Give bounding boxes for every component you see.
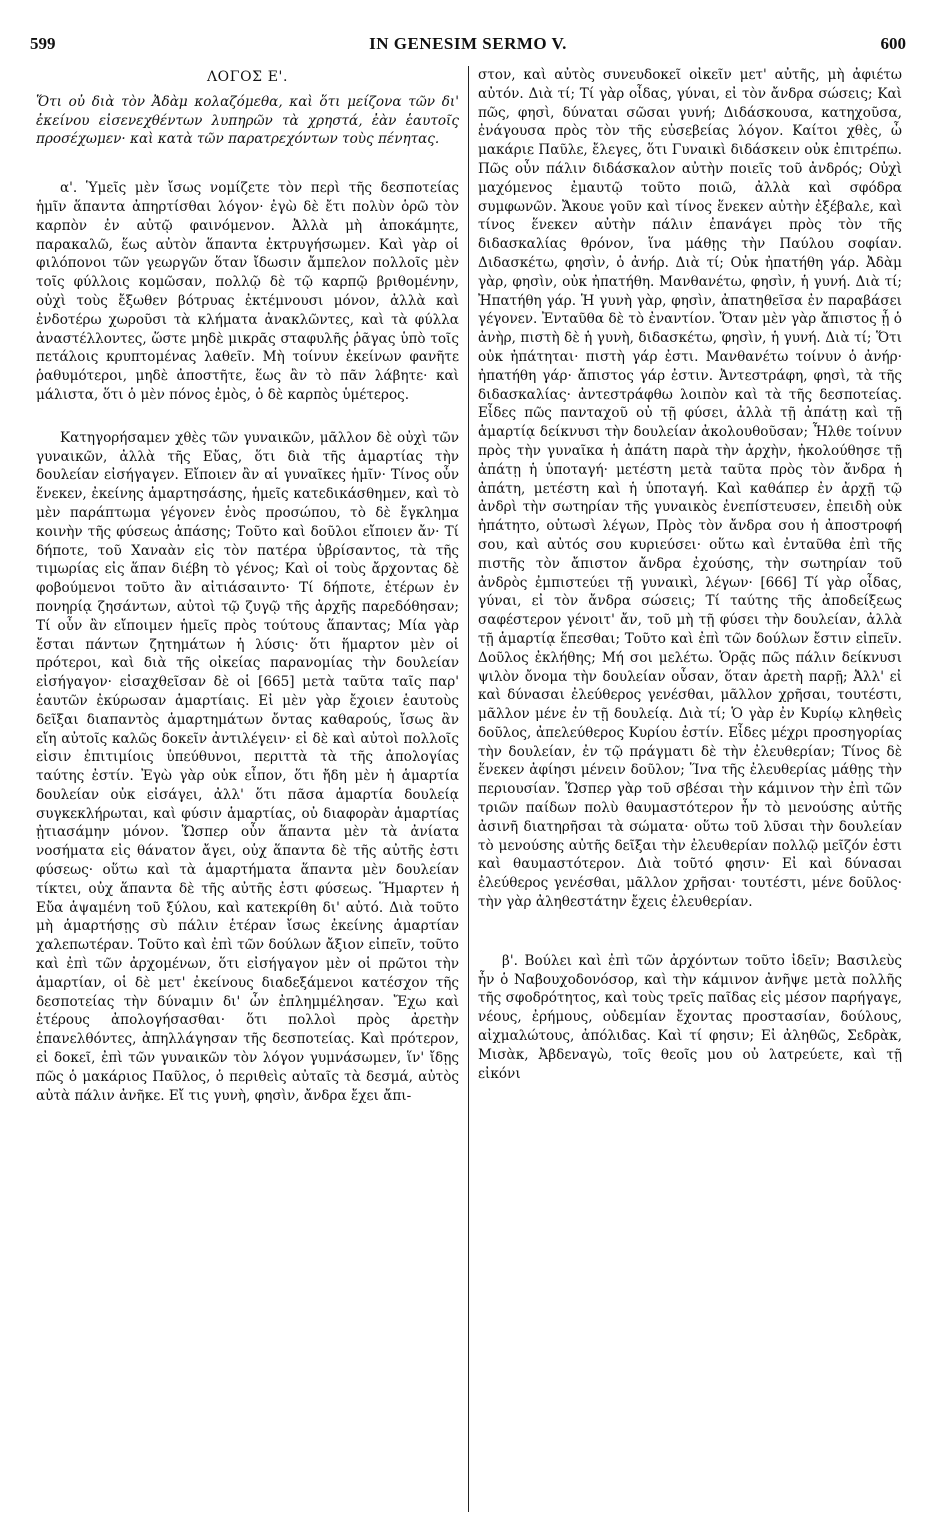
running-title: IN GENESIM SERMO V.: [369, 34, 567, 53]
left-column: [36, 66, 459, 1520]
left-paragraph-1: α'. Ὑμεῖς μὲν ἴσως νομίζετε τὸν περὶ τῆς δεσποτείας ἡμῖν ἅπαντα ἀπηρτίσθαι λόγον· ἐγὼ δὲ ἔτι πολὺν ὁρῶ τὸν καρπὸν ἐν αὐτῷ φαινόμενον. Ἀλλὰ μὴ ἀποκάμητε, παρακαλῶ, ἕως αὐτὸν ἅπαντα ἐκτρυγήσωμεν. Καὶ γὰρ οἱ φιλόπονοι τῶν γεωργῶν ὅταν ἴδωσιν ἄμπελον πολλοῖς μὲν τοῖς φύλλοις κομῶσαν, πολλῷ δὲ τῷ καρπῷ βριθομένην, οὐχὶ τοὺς ἔξωθεν βότρυας ἐκτέμνουσι μόνον, ἀλλὰ καὶ ἐνδοτέρω χωροῦσι τὰ κλήματα ἀνακλῶντες, καὶ τὰ φύλλα ἀναστέλλοντες, ὥστε μηδὲ μικρᾶς σταφυλῆς ῥᾶγας ὑπὸ τοῖς πετάλοις κρυπτομένας λαθεῖν. Μὴ τοίνυν ἐκείνων φανῆτε ῥαθυμότεροι, μηδὲ ἀποστῆτε, ἕως ἂν τὸ πᾶν λάβητε· καὶ μάλιστα, ὅτι ὁ μὲν πόνος ἐμὸς, ὁ δὲ καρπὸς ὑμέτερος.: [36, 180, 459, 403]
sermon-title: ΛΟΓΟΣ Ε'.: [206, 69, 289, 85]
right-paragraph-1: στον, καὶ αὐτὸς συνευδοκεῖ οἰκεῖν μετ' αὐτῆς, μὴ ἀφιέτω αὐτόν. Διὰ τί; Τί γὰρ οἶδας, γύναι, εἰ τὸν ἄνδρα σώσεις; Καὶ πῶς, φησὶ, δύναται σῶσαι γυνή; Διδάσκουσα, κατηχοῦσα, ἐνάγουσα πρὸς τὸν τῆς εὐσεβείας λόγον. Καίτοι χθὲς, ὦ μακάριε Παῦλε, ἔλεγες, ὅτι Γυναικὶ διδάσκειν οὐκ ἐπιτρέπω. Πῶς οὖν πάλιν διδάσκαλον αὐτὴν ποιεῖς τοῦ ἀνδρός; Οὐχὶ μαχόμενος ἐμαυτῷ τοῦτο ποιῶ, ἀλλὰ καὶ σφόδρα συμφωνῶν. Ἄκουε γοῦν καὶ τίνος ἕνεκεν αὐτὴν ἐξέβαλε, καὶ τίνος ἕνεκεν αὐτὴν πάλιν ἐπανάγει πρὸς τὸν τῆς διδασκαλίας θρόνον, ἵνα μάθῃς τὴν Παύλου σοφίαν. Διδασκέτω, φησὶν, ὁ ἀνήρ. Διὰ τί; Οὐκ ἠπατήθη γάρ. Ἀδὰμ γὰρ, φησὶν, οὐκ ἠπατήθη. Μανθανέτω, φησὶν, ἡ γυνή. Διὰ τί; Ἠπατήθη γάρ. Ἡ γυνὴ γὰρ, φησὶν, ἀπατηθεῖσα ἐν παραβάσει γέγονεν. Ἐνταῦθα δὲ τὸ ἐναντίον. Ὅταν μὲν γὰρ ἄπιστος ᾖ ὁ ἀνὴρ, πιστὴ δὲ ἡ γυνὴ, διδασκέτω, φησὶν, ἡ γυνή. Διὰ τί; Ὅτι οὐκ ἠπάτηται· πιστὴ γάρ ἐστι. Μανθανέτω τοίνυν ὁ ἀνήρ· ἠπατήθη γάρ· ἄπιστος γάρ ἐστιν. Ἀντεστράφη, φησὶ, τὰ τῆς διδασκαλίας· ἀντεστράφθω λοιπὸν καὶ τὰ τῆς δεσποτείας. Εἶδες πῶς πανταχοῦ οὐ τῇ φύσει, ἀλλὰ τῇ ἀπάτῃ καὶ τῇ ἁμαρτίᾳ δείκνυσι τὴν δουλείαν ἀκολουθοῦσαν; Ἦλθε τοίνυν πρὸς τὴν γυναῖκα ἡ ἀπάτη παρὰ τὴν ἀρχὴν, ἠκολούθησε τῇ ἀπάτῃ ἡ ὑποταγή· μετέστη μετὰ ταῦτα πρὸς τὸν ἄνδρα ἡ ἀπάτη, μετέστη καὶ ἡ ὑποταγή. Καὶ καθάπερ ἐν ἀρχῇ τῷ ἀνδρὶ τὴν σωτηρίαν τῆς γυναικὸς ἐνεπίστευσεν, ἐπειδὴ οὐκ ἠπάτητο, οὑτωσὶ λέγων, Πρὸς τὸν ἄνδρα σου ἡ ἀποστροφή σου, καὶ αὐτός σου κυριεύσει· οὕτω καὶ ἐνταῦθα ἐπὶ τῆς πιστῆς τὸν ἄπιστον ἄνδρα ἐχούσης, τὴν σωτηρίαν τοῦ ἀνδρὸς ἐμπιστεύει τῇ γυναικὶ, λέγων· [666] Τί γὰρ οἶδας, γύναι, εἰ τὸν ἄνδρα σώσεις; Τί ταύτης τῆς ἀποδείξεως σαφέστερον γένοιτ' ἄν, τοῦ μὴ τῇ φύσει τὴν δουλείαν, ἀλλὰ τῇ ἁμαρτίᾳ ἕπεσθαι; Τοῦτο καὶ ἐπὶ τῶν δούλων ἔστιν εἰπεῖν. Δοῦλος ἐκλήθης; Μή σοι μελέτω. Ὁρᾷς πῶς πάλιν δείκνυσι ψιλὸν ὄνομα τὴν δουλείαν οὖσαν, ὅταν ἀρετὴ παρῇ; Ἀλλ' εἰ καὶ δύνασαι ἐλεύθερος γενέσθαι, μᾶλλον χρῆσαι, τουτέστι, μᾶλλον μένε ἐν τῇ δουλείᾳ. Διὰ τί; Ὁ γὰρ ἐν Κυρίῳ κληθεὶς δοῦλος, ἀπελεύθερος Κυρίου ἐστίν. Εἶδες μέχρι προσηγορίας τὴν δουλείαν, ἐν τῷ πράγματι δὲ τὴν ἐλευθερίαν; Τίνος δὲ ἕνεκεν ἀφίησι μένειν δοῦλον; Ἵνα τῆς ἐλευθερίας μάθῃς τὴν περιουσίαν. Ὥσπερ γὰρ τοῦ σβέσαι τὴν κάμινον τὴν ἐπὶ τῶν τριῶν παίδων πολὺ θαυμαστότερον ἦν τὸ μενούσης αὐτῆς ἀσινῆ διατηρῆσαι τὰ σώματα· οὕτω τοῦ λῦσαι τὴν δουλείαν τὸ μενούσης αὐτῆς δεῖξαι τὴν ἐλευθερίαν πολλῷ μεῖζόν ἐστι καὶ θαυμαστότερον. Διὰ τοῦτό φησιν· Εἰ καὶ δύνασαι ἐλεύθερος γενέσθαι, μᾶλλον χρῆσαι· τουτέστι, μένε δοῦλος· τὴν γὰρ ἀληθεστάτην ἔχεις ἐλευθερίαν.: [478, 67, 902, 911]
sermon-summary: Ὅτι οὐ διὰ τὸν Ἀδὰμ κολαζόμεθα, καὶ ὅτι μείζονα τῶν δι' ἐκείνου εἰσενεχθέντων λυπηρῶν τὰ χρηστά, ἐὰν ἑαυτοῖς προσέχωμεν· καὶ κατὰ τῶν παρατρεχόντων τοὺς πένητας.: [36, 93, 459, 148]
right-paragraph-2: β'. Βούλει καὶ ἐπὶ τῶν ἀρχόντων τοῦτο ἰδεῖν; Βασιλεὺς ἦν ὁ Ναβουχοδονόσορ, καὶ τὴν κάμινον ἀνῆψε μετὰ πολλῆς τῆς σφοδρότητος, καὶ τοὺς τρεῖς παῖδας εἰς μέσον παρήγαγε, νέους, ἐρήμους, οὐδεμίαν ἔχοντας προστασίαν, δούλους, αἰχμαλώτους, ἀπόλιδας. Καὶ τί φησιν; Εἰ ἀληθῶς, Σεδρὰκ, Μισὰκ, Ἀβδεναγὼ, τοῖς θεοῖς μου οὐ λατρεύετε, καὶ τῇ εἰκόνι: [478, 952, 902, 1082]
left-paragraph-2: Κατηγορήσαμεν χθὲς τῶν γυναικῶν, μᾶλλον δὲ οὐχὶ τῶν γυναικῶν, ἀλλὰ τῆς Εὔας, ὅτι διὰ τῆς ἁμαρτίας τὴν δουλείαν εἰσήγαγεν. Εἴποιεν ἂν αἱ γυναῖκες ἡμῖν· Τίνος οὖν ἕνεκεν, ἐκείνης ἁμαρτησάσης, ἡμεῖς κατεδικάσθημεν, καὶ τὸ μὲν παράπτωμα γέγονεν ἑνὸς προσώπου, τὸ δὲ ἔγκλημα κοινὴν τῆς φύσεως ἁπάσης; Τοῦτο καὶ δοῦλοι εἴποιεν ἄν· Τί δήποτε, τοῦ Χαναὰν εἰς τὸν πατέρα ὑβρίσαντος, τὰ τῆς τιμωρίας εἰς ἅπαν διέβη τὸ γένος; Καὶ οἱ τοὺς ἄρχοντας δὲ φοβούμενοι τοῦτο ἂν αἰτιάσαιντο· Τί δήποτε, ἑτέρων ἐν πονηρίᾳ ζησάντων, αὐτοὶ τῷ ζυγῷ τῆς ἀρχῆς παρεδόθησαν; Τί οὖν ἂν εἴποιμεν ἡμεῖς πρὸς τούτους ἅπαντας; Μία γὰρ ἔσται πάντων ζητημάτων ἡ λύσις· ὅτι ἥμαρτον μὲν οἱ πρότεροι, καὶ διὰ τῆς οἰκείας παρανομίας τὴν δουλείαν εἰσήγαγον· εἰσαχθεῖσαν δὲ οἱ [665] μετὰ ταῦτα ταῖς παρ' ἑαυτῶν ἐκύρωσαν ἁμαρτίαις. Εἰ μὲν γὰρ ἔχοιεν ἑαυτοὺς δεῖξαι διαπαντὸς ἁμαρτημάτων ὄντας καθαρούς, ἴσως ἂν εἴη αὐτοῖς καλῶς δοκεῖν ἀντιλέγειν· εἰ δὲ καὶ αὐτοὶ πολλοῖς εἰσιν ἐπιτιμίοις ὑπεύθυνοι, περιττὰ τὰ τῆς ἀπολογίας ταύτης ἐστίν. Ἐγὼ γὰρ οὐκ εἶπον, ὅτι ἤδη μὲν ἡ ἁμαρτία δουλείαν οὐκ εἰσάγει, ἀλλ' ὅτι πᾶσα ἁμαρτία δουλείᾳ συγκεκλήρωται, καὶ φύσιν ἁμαρτίας, οὐ διαφορὰν ἁμαρτίας ᾐτιασάμην μόνον. Ὥσπερ οὖν ἅπαντα μὲν τὰ ἀνίατα νοσήματα εἰς θάνατον ἄγει, οὐχ ἅπαντα δὲ τῆς αὐτῆς ἐστι φύσεως· οὕτω καὶ τὰ ἁμαρτήματα ἅπαντα μὲν δουλείαν τίκτει, οὐχ ἅπαντα δὲ τῆς αὐτῆς ἐστι φύσεως. Ἥμαρτεν ἡ Εὔα ἁψαμένη τοῦ ξύλου, καὶ κατεκρίθη δι' αὐτό. Διὰ τοῦτο μὴ ἁμαρτήσῃς σὺ πάλιν ἑτέραν ἴσως ἐκείνης ἁμαρτίαν χαλεπωτέραν. Τοῦτο καὶ ἐπὶ τῶν δούλων ἄξιον εἰπεῖν, τοῦτο καὶ ἐπὶ τῶν ἀρχομένων, ὅτι εἰσήγαγον μὲν οἱ πρῶτοι τὴν ἁμαρτίαν, οἱ δὲ μετ' ἐκείνους διαδεξάμενοι κατέσχον τῆς δεσποτείας τὴν δύναμιν δι' ὧν ἐπλημμέλησαν. Ἔχω καὶ ἑτέρους ἀπολογήσασθαι· ὅτι πολλοὶ πρὸς ἀρετὴν ἐπανελθόντες, ἀπηλλάγησαν τῆς δεσποτείας. Καὶ πρότερον, εἰ δοκεῖ, ἐπὶ τῶν γυναικῶν τὸν λόγον γυμνάσωμεν, ἵν' ἴδῃς πῶς ὁ μακάριος Παῦλος, ὁ περιθεὶς αὐταῖς τὰ δεσμά, αὐτὸς αὐτὰ πάλιν ἀνῆκε. Εἴ τις γυνὴ, φησὶν, ἄνδρα ἔχει ἄπι-: [36, 429, 459, 1104]
page-number-right: 600: [880, 34, 906, 53]
right-column: [478, 66, 902, 1520]
page-header: [30, 34, 906, 60]
column-divider: [468, 66, 469, 1512]
page-number-left: 599: [30, 34, 56, 53]
